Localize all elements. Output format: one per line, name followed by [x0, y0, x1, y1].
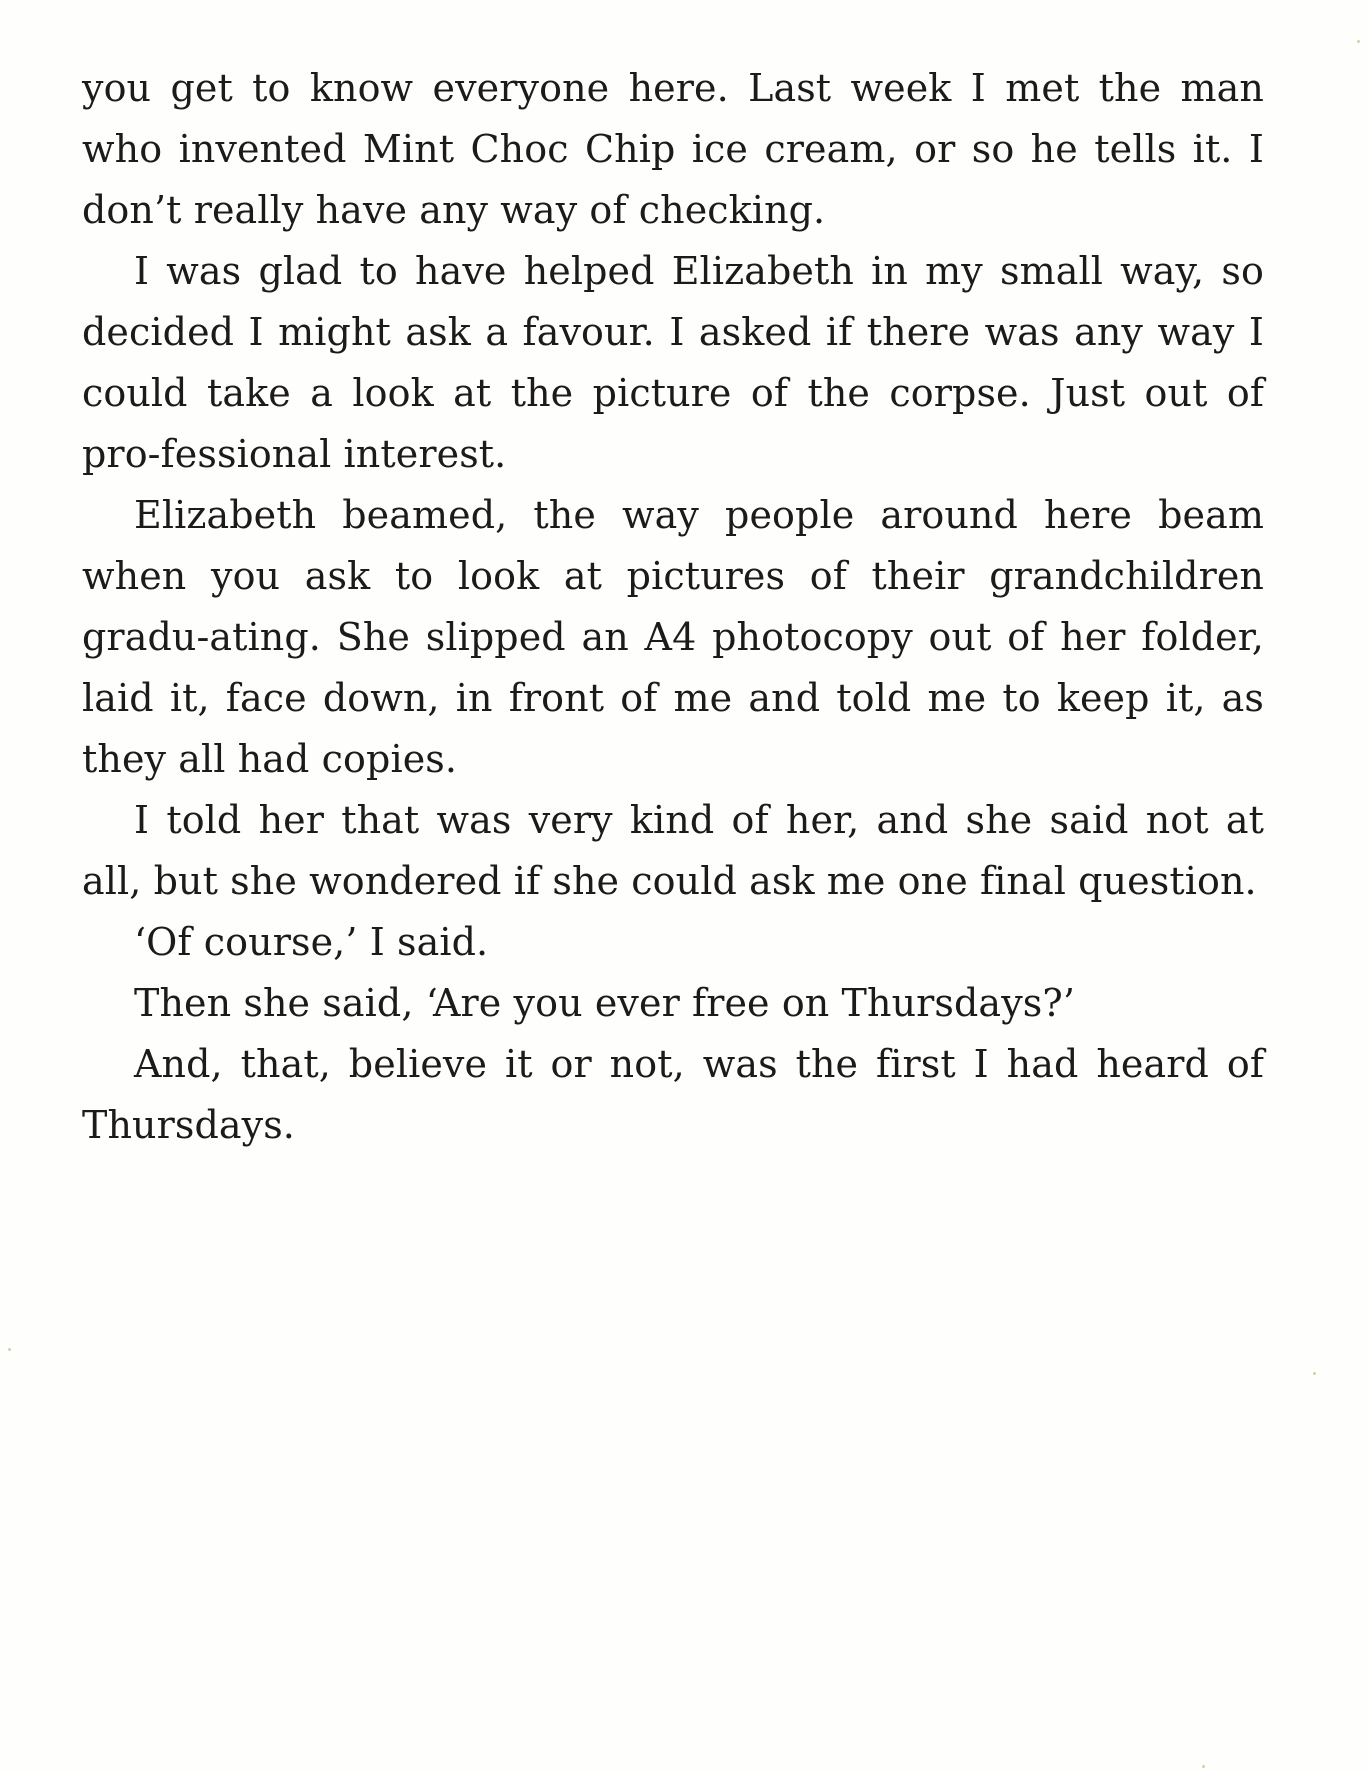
paper-speck — [1313, 1372, 1316, 1375]
body-text — [82, 58, 1264, 1156]
paragraph-4: I told her that was very kind of her, and she said not at all, but she wondered if she could ask me one final question. — [82, 798, 1264, 903]
paragraph-5: ‘Of course,’ I said. — [134, 920, 489, 964]
paper-speck — [8, 1348, 11, 1351]
paper-speck — [1357, 40, 1360, 43]
paragraph-6: Then she said, ‘Are you ever free on Thursdays?’ — [134, 981, 1076, 1025]
paragraph-3: Elizabeth beamed, the way people around here beam when you ask to look at pictures of their grandchildren gradu-ating. She slipped an A4 photocopy out of her folder, laid it, face down, in front of me and told me to keep it, as they all had copies. — [82, 493, 1264, 781]
paragraph-2: I was glad to have helped Elizabeth in my small way, so decided I might ask a favour. I asked if there was any way I could take a look at the picture of the corpse. Just out of pro-fessional interest. — [82, 249, 1264, 476]
paragraph-7: And, that, believe it or not, was the first I had heard of Thursdays. — [82, 1042, 1264, 1147]
paper-speck — [1202, 1765, 1205, 1768]
paragraph-1: you get to know everyone here. Last week I met the man who invented Mint Choc Chip ice cream, or so he tells it. I don’t really have any way of checking. — [82, 66, 1264, 232]
